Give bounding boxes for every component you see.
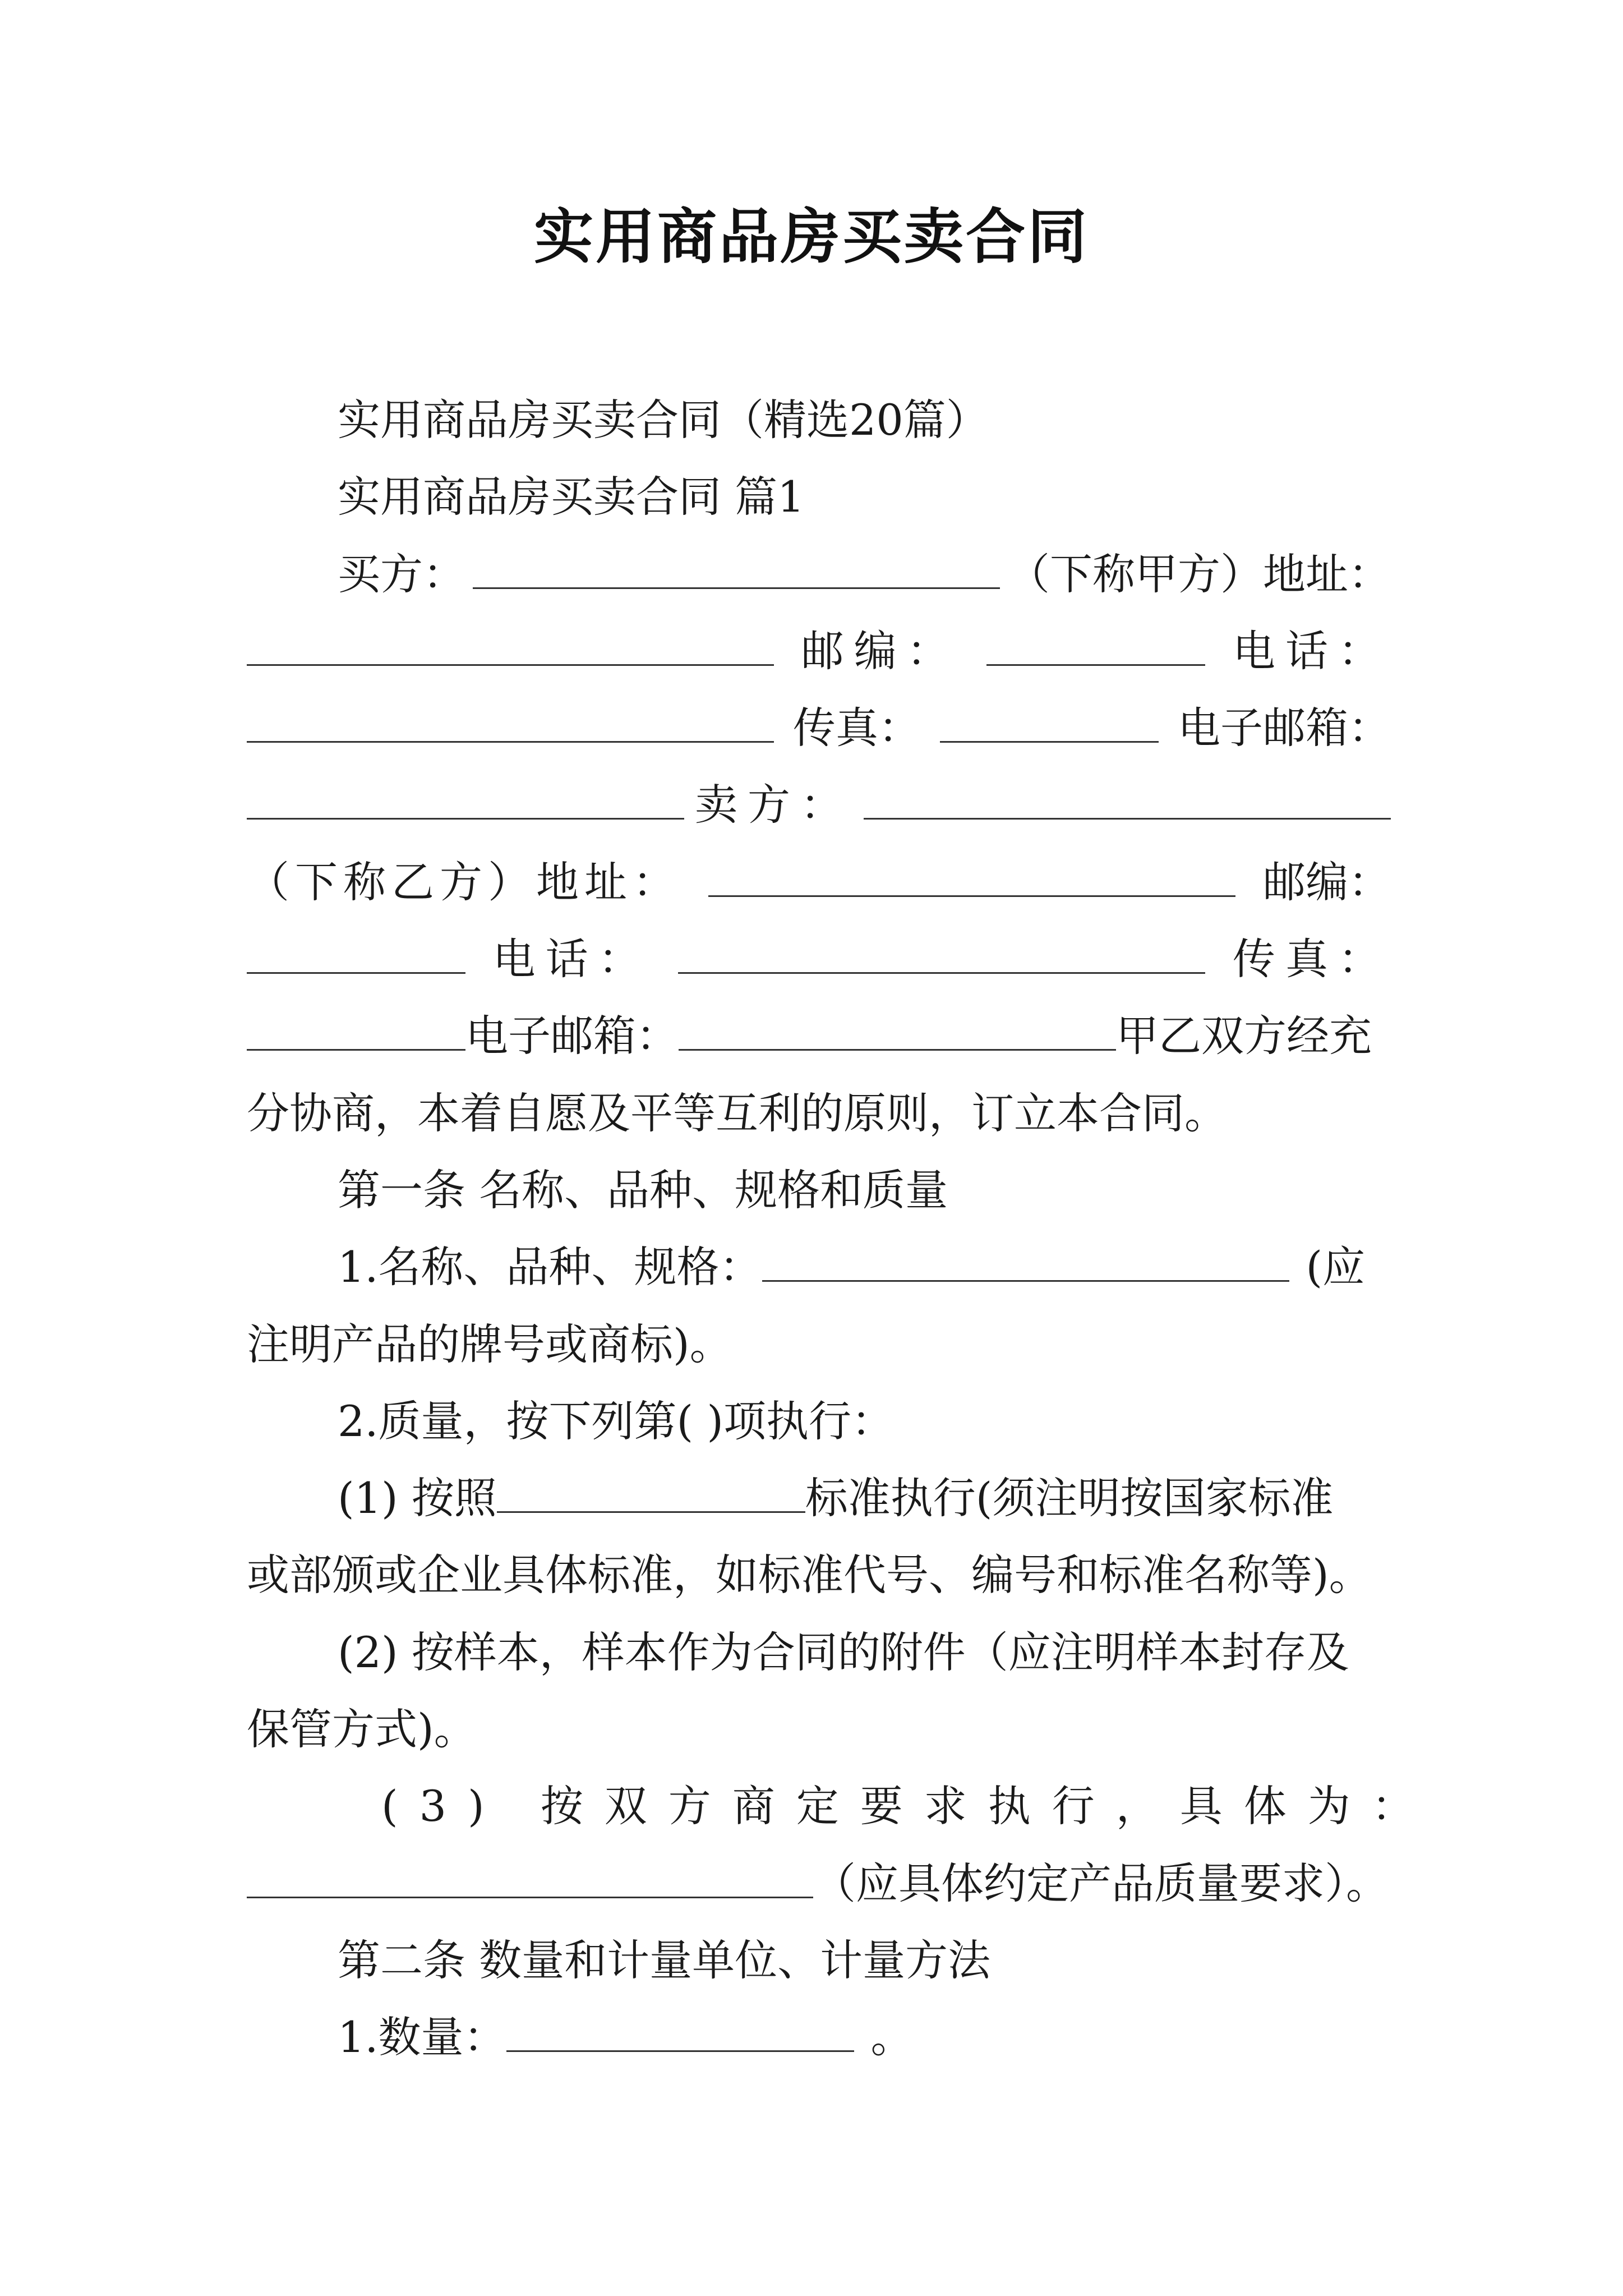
seller-blank <box>864 783 1391 820</box>
option-2-cont-line <box>247 1691 1391 1768</box>
option-1-line <box>247 1460 1391 1536</box>
party-b-address-label: （下称乙方）地址： <box>247 857 681 907</box>
fax-label: 传真： <box>793 703 921 753</box>
option-1-label: (1) 按照 <box>338 1473 497 1524</box>
buyer-line <box>247 536 1391 613</box>
option-1-cont-line <box>247 1536 1391 1613</box>
phone-label: 电话： <box>1232 625 1391 676</box>
option-2-line <box>247 1614 1391 1691</box>
clause-1-2-line <box>247 1383 1391 1460</box>
address-blank <box>247 629 774 666</box>
option-1-cont: 或部颁或企业具体标准，如标准代号、编号和标准名称等)。 <box>247 1550 1372 1600</box>
section-heading-text: 实用商品房买卖合同 篇1 <box>338 472 805 522</box>
postcode-label: 邮编： <box>801 625 960 676</box>
email-label: 电子邮箱： <box>1178 703 1391 753</box>
clause-1-1-note: 注明产品的牌号或商标)。 <box>247 1319 732 1369</box>
seller-email-label: 电子邮箱： <box>465 1011 679 1061</box>
seller-phone-label: 电话： <box>492 934 651 984</box>
seller-postcode-label: 邮编： <box>1263 857 1391 907</box>
fax-blank <box>940 706 1159 743</box>
subtitle-line <box>247 381 1391 458</box>
buyer-blank <box>473 553 1000 589</box>
seller-line <box>247 766 1391 843</box>
option-3-cont-line <box>247 1845 1391 1922</box>
seller-phone-line <box>247 921 1391 997</box>
clause-1-1-note-line <box>247 1306 1391 1383</box>
clause-1-2-text: 2.质量，按下列第( )项执行： <box>338 1396 894 1446</box>
clause-2-1-line <box>247 1999 1391 2076</box>
clause-1-1-label: 1.名称、品种、规格： <box>338 1242 762 1292</box>
option-1-text: 标准执行(须注明按国家标准 <box>805 1473 1334 1524</box>
seller-fax-blank <box>247 1014 465 1051</box>
option-3-text: (3) 按双方商定要求执行，具体为： <box>381 1781 1436 1832</box>
party-a-address-label: （下称甲方）地址： <box>1007 549 1391 599</box>
seller-email-line <box>247 997 1391 1074</box>
option-3-cont: （应具体约定产品质量要求）。 <box>813 1858 1389 1908</box>
article-2-title: 第二条 数量和计量单位、计量方法 <box>338 1935 991 1985</box>
product-name-blank <box>762 1245 1289 1282</box>
clause-1-1-line <box>247 1228 1391 1305</box>
section-heading <box>247 458 1391 535</box>
article-2-heading <box>247 1922 1391 1999</box>
article-1-title: 第一条 名称、品种、规格和质量 <box>338 1165 948 1215</box>
agreement-text-start: 甲乙双方经充 <box>1116 1011 1372 1061</box>
email-blank <box>247 783 684 820</box>
phone-blank <box>247 706 774 743</box>
buyer-label: 买方： <box>338 549 465 599</box>
buyer-fax-line <box>247 689 1391 766</box>
seller-email-blank <box>679 1014 1116 1051</box>
seller-address-line <box>247 844 1391 921</box>
buyer-contact-line <box>247 613 1391 689</box>
seller-fax-label: 传真： <box>1232 934 1391 984</box>
seller-label: 卖方： <box>695 780 853 830</box>
option-3-line <box>247 1768 1436 1844</box>
quality-requirement-blank <box>247 1862 813 1898</box>
document-title: 实用商品房买卖合同 <box>534 201 1089 272</box>
quantity-period: 。 <box>870 2012 914 2063</box>
quantity-label: 1.数量： <box>338 2012 506 2063</box>
clause-1-1-note-start: (应 <box>1306 1242 1366 1292</box>
seller-postcode-blank <box>247 937 465 974</box>
article-1-heading <box>247 1152 1391 1228</box>
option-2-cont: 保管方式)。 <box>247 1704 477 1755</box>
quantity-blank <box>506 2016 854 2052</box>
postcode-blank <box>986 629 1205 666</box>
seller-phone-blank <box>678 937 1205 974</box>
subtitle-text: 实用商品房买卖合同（精选20篇） <box>338 395 989 445</box>
document-body <box>247 381 1436 2076</box>
agreement-text: 分协商，本着自愿及平等互利的原则，订立本合同。 <box>247 1088 1227 1138</box>
agreement-line <box>247 1075 1391 1152</box>
option-2-text: (2) 按样本，样本作为合同的附件（应注明样本封存及 <box>338 1627 1349 1677</box>
standard-blank <box>497 1476 805 1513</box>
seller-address-blank <box>708 861 1235 897</box>
